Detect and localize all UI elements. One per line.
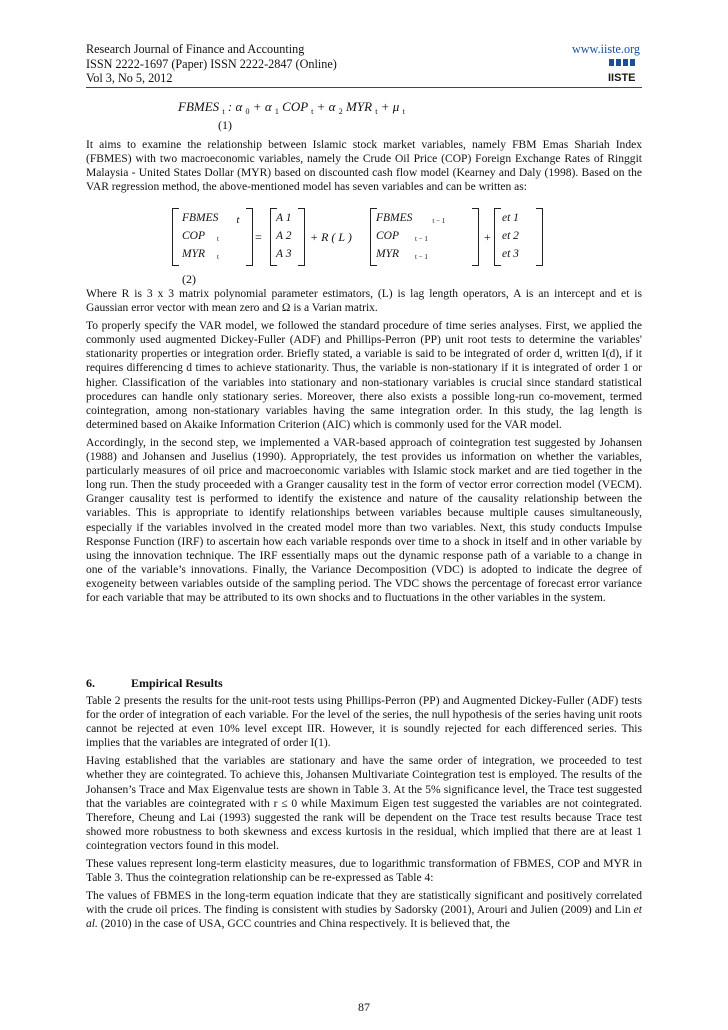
error-term: et 2 (502, 230, 519, 242)
body-section-b (86, 694, 642, 936)
bracket-right (472, 208, 479, 266)
equals-sign: = (255, 230, 262, 244)
bracket-left (172, 208, 179, 266)
page-number: 87 (358, 1000, 370, 1014)
section-number: 6. (86, 676, 95, 690)
lhs-var: FBMES t (182, 212, 240, 226)
paragraph: The values of FBMES in the long-term equation indicate that they are statistically significant and positively correlated with the crude oil prices. The finding is consistent with studies by Sadorsky (2001), Arouri and Julien (2009) and Lin et al. (2010) in the case of USA, GCC countries and China respectively. It is believed that, the (86, 890, 642, 931)
equation-2-number: (2) (182, 272, 196, 286)
equation-1: FBMES $_t$ : α $_0$ + α $_1$ COP $_t$ + α $_2$ MYR $_t$ + μ $_t$ (178, 99, 405, 116)
paragraph: These values represent long-term elasticity measures, due to logarithmic transformation of FBMES, COP and MYR in Table 3. Thus the cointegration relationship can be re-expressed as Table 4: (86, 858, 642, 885)
journal-issn: ISSN 2222-1697 (Paper) ISSN 2222-2847 (Online) (86, 56, 337, 71)
lhs-var: COP t (182, 230, 219, 243)
journal-header (86, 42, 337, 86)
lag-var: FBMES t − 1 (376, 212, 446, 225)
paragraph-intro (86, 138, 642, 198)
logo-text: IISTE (608, 72, 636, 83)
body-section-a (86, 287, 642, 609)
bracket-right (536, 208, 543, 266)
journal-volume: Vol 3, No 5, 2012 (86, 71, 173, 86)
journal-url-link[interactable]: www.iiste.org (571, 42, 640, 56)
intercept: A 2 (276, 230, 292, 242)
lag-var: COP t − 1 (376, 230, 428, 243)
journal-title: Research Journal of Finance and Accounting (86, 42, 305, 56)
plus-sign: + (484, 230, 491, 244)
lag-var: MYR t − 1 (376, 248, 428, 261)
paragraph: It aims to examine the relationship between Islamic stock market variables, namely FBM Emas Shariah Index (FBMES) with two macroeconomic variables, namely the Crude Oil Price (COP) Foreign Exchange Rates of Ringgit Malaysia - United States Dollar (MYR) based on discounted cash flow model (Kearney and Daly (1998). Based on the VAR regression method, the above-mentioned model has seven variables and can be written as: (86, 139, 642, 194)
bracket-left (494, 208, 501, 266)
equation-1-number: (1) (218, 118, 232, 132)
paragraph: Having established that the variables are stationary and have the same order of integration, we proceeded to test whether they are cointegrated. To achieve this, Johansen Multivariate Cointegration test is employed. The results of the Johansen’s Trace and Max Eigenvalue tests are shown in Table 3. At the 5% significance level, the Trace test suggested that the variables are cointegrated with r ≤ 0 while Maximum Eigen test suggested the variables are not cointegrated. Therefore, Cheung and Lai (1993) suggested the rank will be dependent on the Trace test results because Trace test showed more robustness to both skewness and excess kurtosis in the residual, which implied that there are at least 1 cointegration vectors found in this model. (86, 755, 642, 852)
paragraph: Where R is 3 x 3 matrix polynomial parameter estimators, (L) is lag length operators, A is an intercept and et is Gaussian error vector with mean zero and Ω is a Varian matrix. (86, 288, 642, 315)
intercept: A 3 (276, 248, 292, 260)
bracket-right (246, 208, 253, 266)
error-vector (494, 204, 554, 270)
error-term: et 3 (502, 248, 519, 260)
paragraph: To properly specify the VAR model, we followed the standard procedure of time series analyses. First, we applied the commonly used augmented Dickey-Fuller (ADF) and Phillips-Perron (PP) unit root tests to determine the variables' stationarity properties or integration order. Briefly stated, a variable is said to be integrated of order d, written I(d), if it requires differencing d times to achieve stationarity. Thus, the variable is non-stationary if it is integrated of order 1 or higher. Classification of the variables into stationary and non-stationary variables is crucial since standard statistical procedures can handle only stationary series. Moreover, there also exists a possible long-run co-movement, termed cointegration, among non-stationary variables having the same integration order. In this study, the lag length is determined based on Akaike Information Criterion (AIC) which is commonly used for the VAR model. (86, 320, 642, 431)
section-title: Empirical Results (131, 676, 223, 690)
header-divider (86, 87, 642, 88)
paragraph: Table 2 presents the results for the unit-root tests using Phillips-Perron (PP) and Augmented Dickey-Fuller (ADF) tests for the order of integration of each variable. For the level of the series, the null hypothesis of the series having unit roots cannot be rejected at even 10% level except IIR. However, it is soundly rejected for each differenced series. This implies that the variables are integrated of order I(1). (86, 695, 642, 750)
lag-operator: + R ( L ) (310, 230, 352, 244)
section-heading (86, 676, 223, 691)
lhs-var: MYR t (182, 248, 219, 261)
equation-2 (172, 204, 502, 270)
paragraph: Accordingly, in the second step, we implemented a VAR-based approach of cointegration test suggested by Johansen (1988) and Johansen and Juselius (1990). Appropriately, the test provides us information on whether the variables, particularly measures of oil price and macroeconomic variables with Islamic stock market and are tied together in the long run. Then the study proceeded with a Granger causality test in the form of vector error correction model (VECM). Granger causality test is performed to identify the existence and nature of the causality relationship between the variables. This is appropriate to identify relationships between variables because multiple causes simultaneously, especially if the variables involved in the created model more than two variables. Next, this study conducts Impulse Response Function (IRF) to ascertain how each variable responds over time to a shock in itself and in other variable by using the innovation technique. The IRF essentially maps out the dynamic response path of a variable to a change in one of the variable’s innovations. Finally, the Variance Decomposition (VDC) is adopted to indicate the degree of exogeneity between variables outside of the sampling period. The VDC shows the percentage of forecast error variance for each variable that may be attributed to its own shocks and to fluctuations in the other variables in the system. (86, 436, 642, 604)
bracket-right (298, 208, 305, 266)
iiste-logo (607, 57, 643, 83)
error-term: et 1 (502, 212, 519, 224)
intercept: A 1 (276, 212, 292, 224)
